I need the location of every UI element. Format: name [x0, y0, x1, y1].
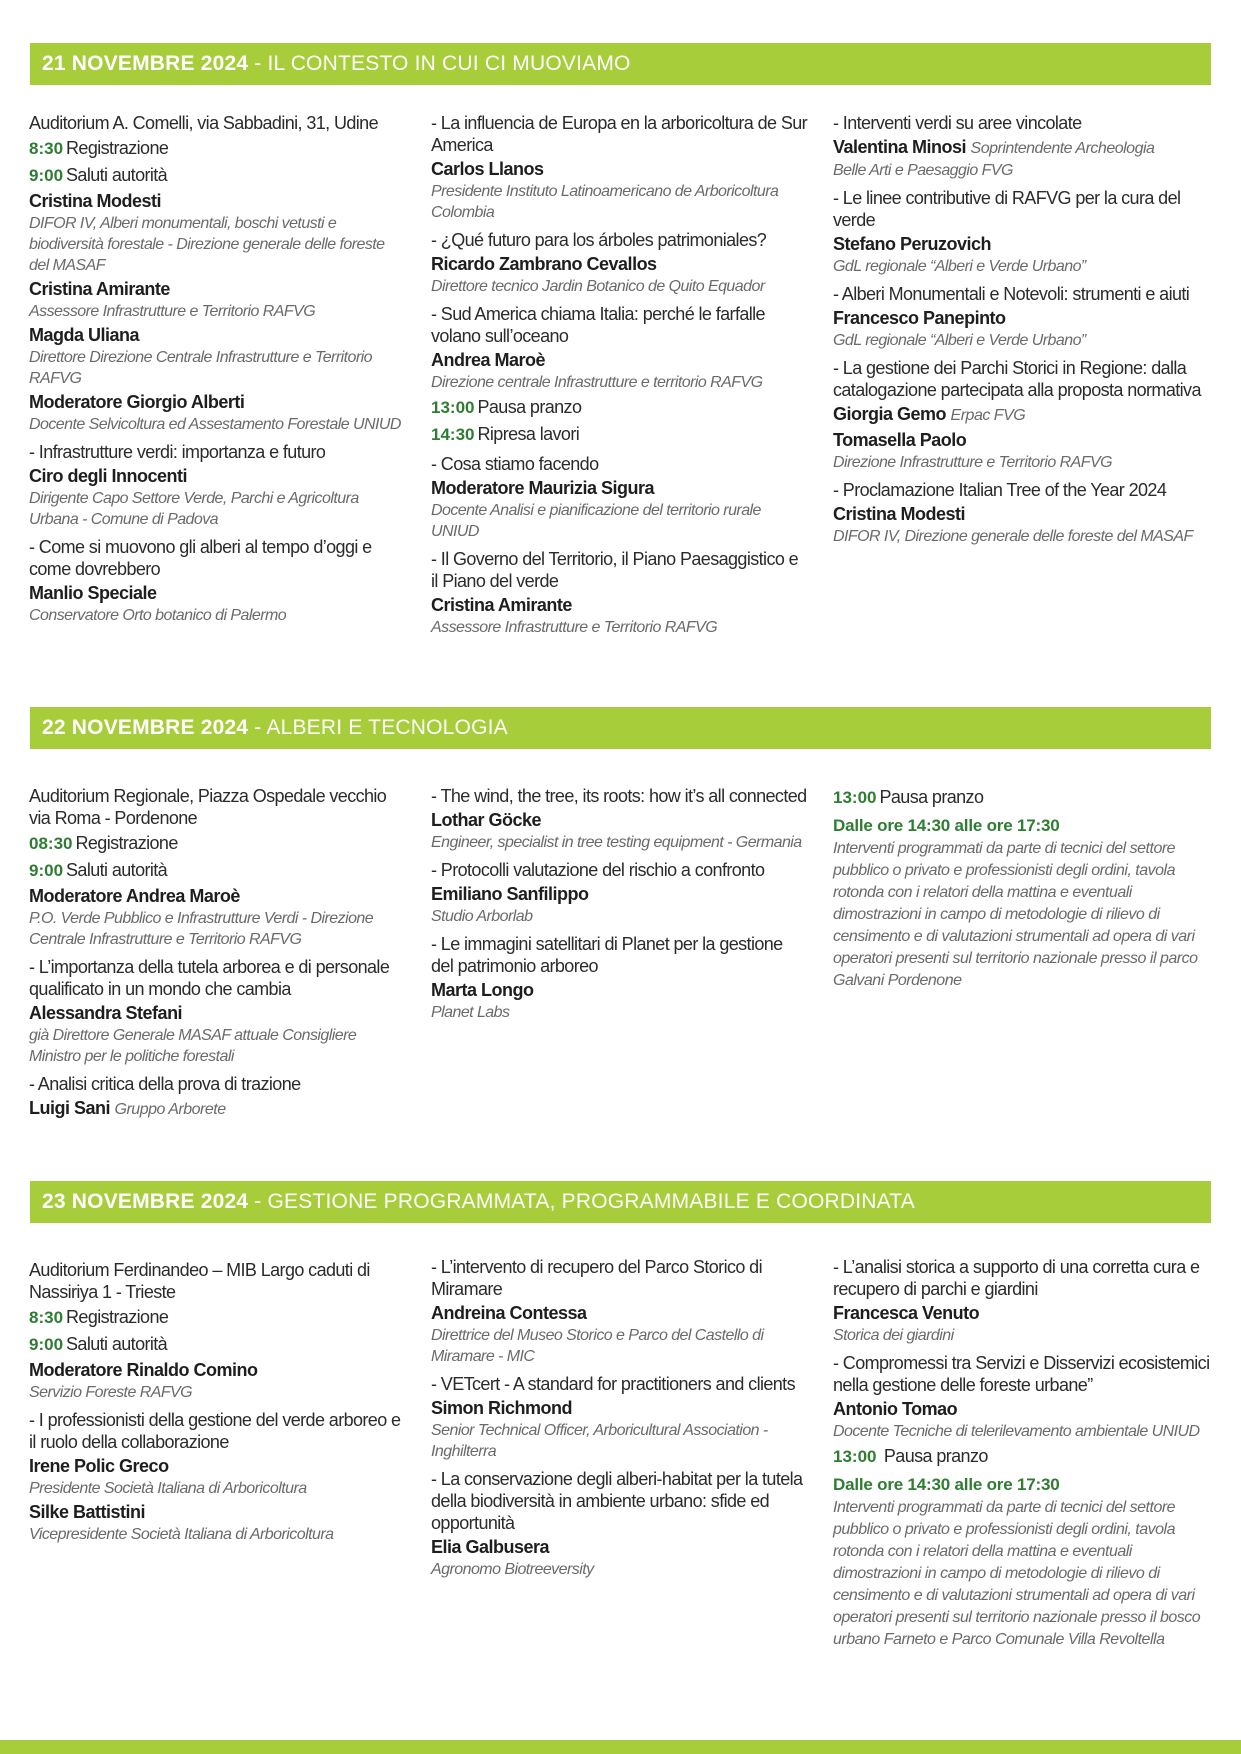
afternoon-session-description: Interventi programmati da parte di tecnici del settore pubblico o privato e professionisti degli ordini, tavola rotonda con i relatori della mattina e eventuali dimostrazioni in campo di metodologie di rilievo di censimento e di valutazioni strumentali ad opera di vari operatori presenti sul territorio nazionale presso il bosco urbano Farneto e Parco Comunale Villa Revoltella	[833, 1499, 1201, 1648]
talk-title: - La conservazione degli alberi-habitat per la tutela della biodiversità in ambiente urbano: sfide ed opportunità	[431, 1469, 803, 1533]
speaker-role: DIFOR IV, Alberi monumentali, boschi vetusti e biodiversità forestale - Direzione generale delle foreste del MASAF	[29, 215, 385, 274]
schedule-item	[29, 831, 407, 856]
talk-title: - Compromessi tra Servizi e Disservizi ecosistemici nella gestione delle foreste urbane”	[833, 1353, 1210, 1395]
speaker-name: Silke Battistini	[29, 1502, 146, 1522]
speaker-role: Agronomo Biotreeversity	[431, 1561, 594, 1578]
talk-title: - Le linee contributive di RAFVG per la cura del verde	[833, 188, 1181, 230]
schedule-label: Pausa pranzo	[879, 787, 984, 807]
speaker-name: Simon Richmond	[431, 1398, 572, 1418]
speaker-role: DIFOR IV, Direzione generale delle foreste del MASAF	[833, 528, 1193, 545]
speaker-affiliation: Erpac FVG	[950, 407, 1026, 424]
day-1-column-3	[833, 112, 1211, 547]
speaker-role: Planet Labs	[431, 1004, 510, 1021]
speaker-role: Direttore tecnico Jardin Botanico de Quito Equador	[431, 278, 765, 295]
venue-text: - Interventi verdi su aree vincolate	[833, 113, 1082, 133]
speaker-name: Cristina Modesti	[29, 191, 162, 211]
day-theme: - GESTIONE PROGRAMMATA, PROGRAMMABILE E COORDINATA	[254, 1190, 915, 1213]
schedule-item	[431, 422, 809, 447]
speaker-role: Docente Tecniche di telerilevamento ambientale UNIUD	[833, 1423, 1200, 1440]
speaker-name-text: Giorgia Gemo	[833, 404, 947, 424]
venue-text: - The wind, the tree, its roots: how it’s all connected	[431, 786, 807, 806]
schedule-item	[29, 136, 407, 161]
schedule-item	[29, 163, 407, 188]
talk-title: - Analisi critica della prova di trazione	[29, 1074, 301, 1094]
talk-title: - Il Governo del Territorio, il Piano Paesaggistico e il Piano del verde	[431, 549, 799, 591]
day-3-column-2	[431, 1256, 809, 1580]
schedule-time: 9:00	[29, 166, 64, 185]
day-2-column-1	[29, 785, 407, 1121]
speaker-name: Moderatore Maurizia Sigura	[431, 478, 655, 498]
speaker-role: Dirigente Capo Settore Verde, Parchi e Agricoltura Urbana - Comune di Padova	[29, 490, 359, 528]
speaker-role: Direttore Direzione Centrale Infrastrutture e Territorio RAFVG	[29, 349, 372, 387]
day-theme: - IL CONTESTO IN CUI CI MUOVIAMO	[254, 52, 631, 75]
schedule-item	[29, 1305, 407, 1330]
day-date: 22 NOVEMBRE 2024	[42, 716, 249, 739]
speaker-name-text: Luigi Sani	[29, 1098, 111, 1118]
schedule-label: Saluti autorità	[66, 860, 168, 880]
speaker-name: Irene Polic Greco	[29, 1456, 169, 1476]
speaker-affiliation: Gruppo Arborete	[114, 1101, 226, 1118]
venue-text: Auditorium A. Comelli, via Sabbadini, 31, Udine	[29, 113, 379, 133]
speaker-name: Antonio Tomao	[833, 1399, 958, 1419]
schedule-time: 13:00	[833, 1447, 877, 1466]
talk-title: - Cosa stiamo facendo	[431, 454, 599, 474]
speaker-role: Engineer, specialist in tree testing equipment - Germania	[431, 834, 802, 851]
day-3-column-1	[29, 1259, 407, 1545]
schedule-time: 13:00	[833, 788, 877, 807]
schedule-time: 8:30	[29, 1308, 64, 1327]
speaker-role: Senior Technical Officer, Arboricultural Association - Inghilterra	[431, 1422, 768, 1460]
speaker-name: Alessandra Stefani	[29, 1003, 183, 1023]
venue-text: - L’analisi storica a supporto di una corretta cura e recupero di parchi e giardini	[833, 1257, 1200, 1299]
talk-title: - Sud America chiama Italia: perché le farfalle volano sull’oceano	[431, 304, 765, 346]
schedule-time: 13:00	[431, 398, 475, 417]
day-2-column-2	[431, 785, 809, 1023]
speaker-name: Stefano Peruzovich	[833, 234, 992, 254]
speaker-name: Ciro degli Innocenti	[29, 466, 188, 486]
speaker-role: Direttrice del Museo Storico e Parco del Castello di Miramare - MIC	[431, 1327, 764, 1365]
afternoon-session-description: Interventi programmati da parte di tecnici del settore pubblico o privato e professionisti degli ordini, tavola rotonda con i relatori della mattina e eventuali dimostrazioni in campo di metodologie di rilievo di censimento e di valutazioni strumentali ad opera di vari operatori presenti sul territorio nazionale presso il parco Galvani Pordenone	[833, 840, 1198, 989]
schedule-label: Pausa pranzo	[879, 1446, 988, 1466]
speaker-name	[29, 1097, 407, 1121]
schedule-label: Ripresa lavori	[477, 424, 580, 444]
afternoon-session-title: Dalle ore 14:30 alle ore 17:30	[833, 1475, 1060, 1494]
speaker-role: Presidente Instituto Latinoamericano de Arboricoltura Colombia	[431, 183, 779, 221]
speaker-role: Docente Selvicoltura ed Assestamento Forestale UNIUD	[29, 416, 401, 433]
schedule-item	[29, 1332, 407, 1357]
speaker-name: Cristina Amirante	[431, 595, 572, 615]
talk-title: - ¿Qué futuro para los árboles patrimoniales?	[431, 230, 767, 250]
talk-title: - Proclamazione Italian Tree of the Year 2024	[833, 480, 1167, 500]
venue-text: Auditorium Ferdinandeo – MIB Largo caduti di Nassiriya 1 - Trieste	[29, 1260, 370, 1302]
speaker-role: P.O. Verde Pubblico e Infrastrutture Verdi - Direzione Centrale Infrastrutture e Territorio RAFVG	[29, 910, 374, 948]
speaker-name: Manlio Speciale	[29, 583, 157, 603]
venue-text: - La influencia de Europa en la arboricoltura de Sur America	[431, 113, 808, 155]
day-1-column-1	[29, 112, 407, 626]
speaker-role: Presidente Società Italiana di Arboricoltura	[29, 1480, 307, 1497]
schedule-item	[833, 1444, 1211, 1469]
speaker-name: Andreina Contessa	[431, 1303, 587, 1323]
speaker-role: Belle Arti e Paesaggio FVG	[833, 162, 1013, 179]
talk-title: - Come si muovono gli alberi al tempo d’oggi e come dovrebbero	[29, 537, 372, 579]
speaker-name	[833, 403, 1211, 427]
talk-title: - Protocolli valutazione del rischio a confronto	[431, 860, 765, 880]
speaker-role: Assessore Infrastrutture e Territorio RAFVG	[431, 619, 718, 636]
day-1-column-2	[431, 112, 809, 638]
schedule-item	[833, 785, 1211, 810]
speaker-role: Storica dei giardini	[833, 1327, 954, 1344]
talk-title: - Infrastrutture verdi: importanza e futuro	[29, 442, 326, 462]
afternoon-session-title: Dalle ore 14:30 alle ore 17:30	[833, 816, 1060, 835]
speaker-name	[833, 136, 1211, 160]
speaker-name: Marta Longo	[431, 980, 534, 1000]
footer-band	[0, 1740, 1241, 1754]
speaker-role: Docente Analisi e pianificazione del territorio rurale UNIUD	[431, 502, 761, 540]
speaker-affiliation: Soprintendente Archeologia	[970, 140, 1155, 157]
speaker-role: già Direttore Generale MASAF attuale Consigliere Ministro per le politiche forestali	[29, 1027, 357, 1065]
speaker-role: Direzione centrale Infrastrutture e territorio RAFVG	[431, 374, 763, 391]
schedule-time: 9:00	[29, 861, 64, 880]
schedule-time: 14:30	[431, 425, 475, 444]
day-3-header	[30, 1181, 1211, 1223]
talk-title: - L’importanza della tutela arborea e di personale qualificato in un mondo che cambia	[29, 957, 390, 999]
speaker-name: Cristina Amirante	[29, 279, 170, 299]
day-3-column-3	[833, 1256, 1211, 1651]
speaker-name: Moderatore Giorgio Alberti	[29, 392, 245, 412]
schedule-time: 08:30	[29, 834, 73, 853]
day-date: 21 NOVEMBRE 2024	[42, 52, 249, 75]
schedule-label: Registrazione	[75, 833, 178, 853]
speaker-role: GdL regionale “Alberi e Verde Urbano”	[833, 332, 1086, 349]
talk-title: - VETcert - A standard for practitioners and clients	[431, 1374, 795, 1394]
speaker-name: Andrea Maroè	[431, 350, 546, 370]
schedule-label: Saluti autorità	[66, 165, 168, 185]
talk-title: - Alberi Monumentali e Notevoli: strumenti e aiuti	[833, 284, 1190, 304]
speaker-role: Direzione Infrastrutture e Territorio RAFVG	[833, 454, 1112, 471]
schedule-label: Pausa pranzo	[477, 397, 582, 417]
speaker-role: Conservatore Orto botanico di Palermo	[29, 607, 287, 624]
day-1-header	[30, 43, 1211, 85]
talk-title: - I professionisti della gestione del verde arboreo e il ruolo della collaborazione	[29, 1410, 401, 1452]
schedule-item	[431, 395, 809, 420]
speaker-name: Cristina Modesti	[833, 504, 966, 524]
speaker-name: Francesco Panepinto	[833, 308, 1006, 328]
venue-text: Auditorium Regionale, Piazza Ospedale vecchio via Roma - Pordenone	[29, 786, 387, 828]
speaker-name: Francesca Venuto	[833, 1303, 980, 1323]
speaker-name: Lothar Göcke	[431, 810, 542, 830]
speaker-name: Magda Uliana	[29, 325, 140, 345]
schedule-time: 8:30	[29, 139, 64, 158]
talk-title: - La gestione dei Parchi Storici in Regione: dalla catalogazione partecipata alla proposta normativa	[833, 358, 1201, 400]
day-theme: - ALBERI E TECNOLOGIA	[254, 716, 508, 739]
day-2-column-3	[833, 783, 1211, 992]
speaker-name: Moderatore Andrea Maroè	[29, 886, 240, 906]
schedule-label: Registrazione	[66, 138, 169, 158]
talk-title: - Le immagini satellitari di Planet per la gestione del patrimonio arboreo	[431, 934, 783, 976]
speaker-role: GdL regionale “Alberi e Verde Urbano”	[833, 258, 1086, 275]
venue-text: - L’intervento di recupero del Parco Storico di Miramare	[431, 1257, 762, 1299]
speaker-role: Studio Arborlab	[431, 908, 533, 925]
schedule-item	[29, 858, 407, 883]
speaker-name: Carlos Llanos	[431, 159, 544, 179]
schedule-time: 9:00	[29, 1335, 64, 1354]
speaker-name-text: Valentina Minosi	[833, 137, 967, 157]
day-date: 23 NOVEMBRE 2024	[42, 1190, 249, 1213]
schedule-label: Saluti autorità	[66, 1334, 168, 1354]
speaker-role: Vicepresidente Società Italiana di Arboricoltura	[29, 1526, 334, 1543]
day-2-header	[30, 707, 1211, 749]
speaker-name: Elia Galbusera	[431, 1537, 550, 1557]
schedule-label: Registrazione	[66, 1307, 169, 1327]
speaker-name: Moderatore Rinaldo Comino	[29, 1360, 258, 1380]
speaker-role: Servizio Foreste RAFVG	[29, 1384, 193, 1401]
speaker-name: Tomasella Paolo	[833, 430, 967, 450]
speaker-name: Emiliano Sanfilippo	[431, 884, 589, 904]
speaker-role: Assessore Infrastrutture e Territorio RAFVG	[29, 303, 316, 320]
speaker-name: Ricardo Zambrano Cevallos	[431, 254, 657, 274]
